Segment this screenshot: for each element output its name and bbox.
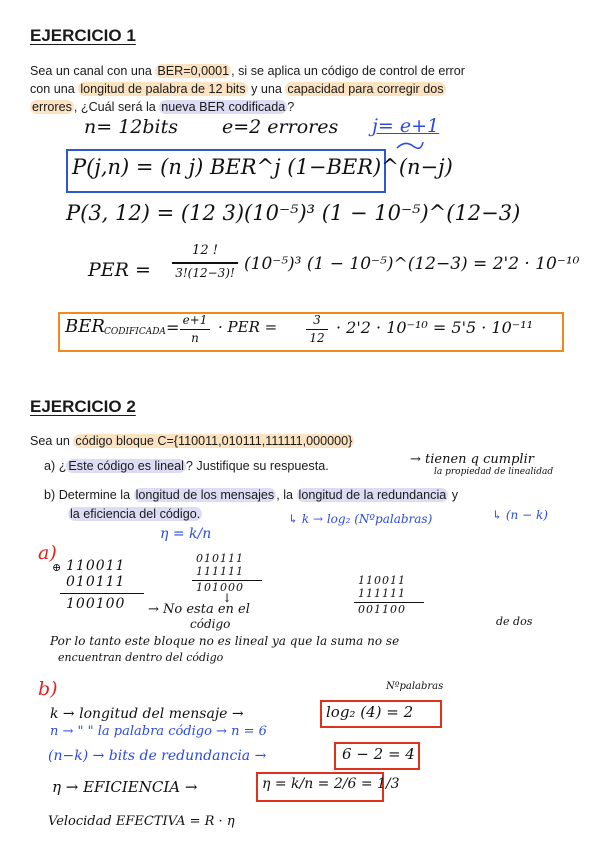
hw-add1-line <box>60 593 144 594</box>
hw-add3-r2: 111111 <box>358 587 406 600</box>
hw-de-dos: de dos <box>496 615 533 628</box>
hw-ber-end: · 2'2 · 10⁻¹⁰ = 5'5 · 10⁻¹¹ <box>336 318 534 337</box>
hw-p312: P(3, 12) = (12 3)(10⁻⁵)³ (1 − 10⁻⁵)^(12−3) <box>66 201 521 225</box>
hw-concl1: Por lo tanto este bloque no es lineal ya que la suma no se <box>50 634 400 648</box>
hw-ber-eq: = <box>166 318 180 337</box>
hw-nk-box: 6 − 2 = 4 <box>342 745 415 763</box>
hw-no-esta: → No esta en el <box>148 602 250 617</box>
hw-vel: Velocidad EFECTIVA = R · η <box>48 814 235 829</box>
hw-codigo: código <box>190 617 231 631</box>
hw-add2-r1: 010111 <box>196 552 244 565</box>
ex2-question-a: a) ¿ Este código es lineal ? Justifique su respuesta. <box>44 459 329 473</box>
hw-add3-res: 001100 <box>358 603 406 616</box>
hw-nk: ↳ (n − k) <box>492 508 548 522</box>
hw-note1: → tienen q cumplir <box>410 452 534 467</box>
hw-k-row: k → longitud del mensaje → <box>50 706 244 722</box>
hw-formula: P(j,n) = (n j) BER^j (1−BER)^(n−j) <box>72 155 453 179</box>
ex2-question-b: b) Determine la longitud de los mensajes , la longitud de la redundancia y <box>44 488 459 502</box>
hw-n: n= 12bits <box>84 116 178 138</box>
hw-ber-mid: · PER = <box>218 318 278 336</box>
hw-nk-row: (n−k) → bits de redundancia → <box>48 748 267 764</box>
ex1-statement: Sea un canal con una BER=0,0001 , si se aplica un código de control de error con una longitud de palabra de 12 bits y una capacidad para corregir dos errores , ¿Cuál será la nueva BER codificada ? <box>30 64 465 114</box>
hw-e: e=2 errores <box>222 116 339 138</box>
hw-eta: η = k/n <box>160 526 212 542</box>
hw-arrow-down: ↓ <box>222 591 233 605</box>
hw-frac2-den: 12 <box>309 331 325 345</box>
hw-add3-r1: 110011 <box>358 574 406 587</box>
hw-per-rest: (10⁻⁵)³ (1 − 10⁻⁵)^(12−3) = 2'2 · 10⁻¹⁰ <box>244 254 580 274</box>
hw-k-log: ↳ k → log₂ (Nºpalabras) <box>288 512 433 526</box>
ex2-heading: EJERCICIO 2 <box>30 397 136 416</box>
hw-eta-box: η = k/n = 2/6 = 1/3 <box>262 776 400 792</box>
hw-n-row: n → " " la palabra código → n = 6 <box>50 724 267 739</box>
hw-frac2-num: 3 <box>313 313 321 327</box>
hw-per-label: PER = <box>88 259 151 281</box>
hw-frac1-den: n <box>191 331 199 345</box>
hw-ber-sub: CODIFICADA <box>104 327 166 337</box>
hw-add1-res: 100100 <box>66 596 126 612</box>
hw-per-den: 3!(12−3)! <box>175 266 235 280</box>
hw-npal: Nºpalabras <box>386 681 444 692</box>
hw-frac1-num: e+1 <box>182 313 208 327</box>
hw-k-box: log₂ (4) = 2 <box>326 703 414 721</box>
hw-note2: la propiedad de linealidad <box>434 467 554 477</box>
hw-add1-r2: 010111 <box>66 574 126 590</box>
hw-per-num: 12 ! <box>192 243 218 258</box>
hw-b-label: b) <box>38 678 58 700</box>
ex2-statement: Sea un código bloque C={110011,010111,111111,000000} <box>30 434 353 448</box>
hw-concl2: encuentran dentro del código <box>58 651 224 664</box>
ex2-question-b2: la eficiencia del código. <box>70 507 201 521</box>
hw-eta-row: η → EFICIENCIA → <box>52 778 198 796</box>
hw-add2-r2: 111111 <box>196 565 244 578</box>
hw-j-squiggle <box>395 138 425 152</box>
hw-a-label: a) <box>38 542 57 564</box>
hw-j: j= e+1 <box>372 115 440 137</box>
hw-ber-label: BER <box>65 316 105 337</box>
hw-add2-res: 101000 <box>196 581 244 594</box>
ex1-heading: EJERCICIO 1 <box>30 26 136 45</box>
hw-plus-sign: ⊕ <box>52 561 62 574</box>
hw-per-fracbar <box>172 262 238 264</box>
hw-add1-r1: 110011 <box>66 558 126 574</box>
